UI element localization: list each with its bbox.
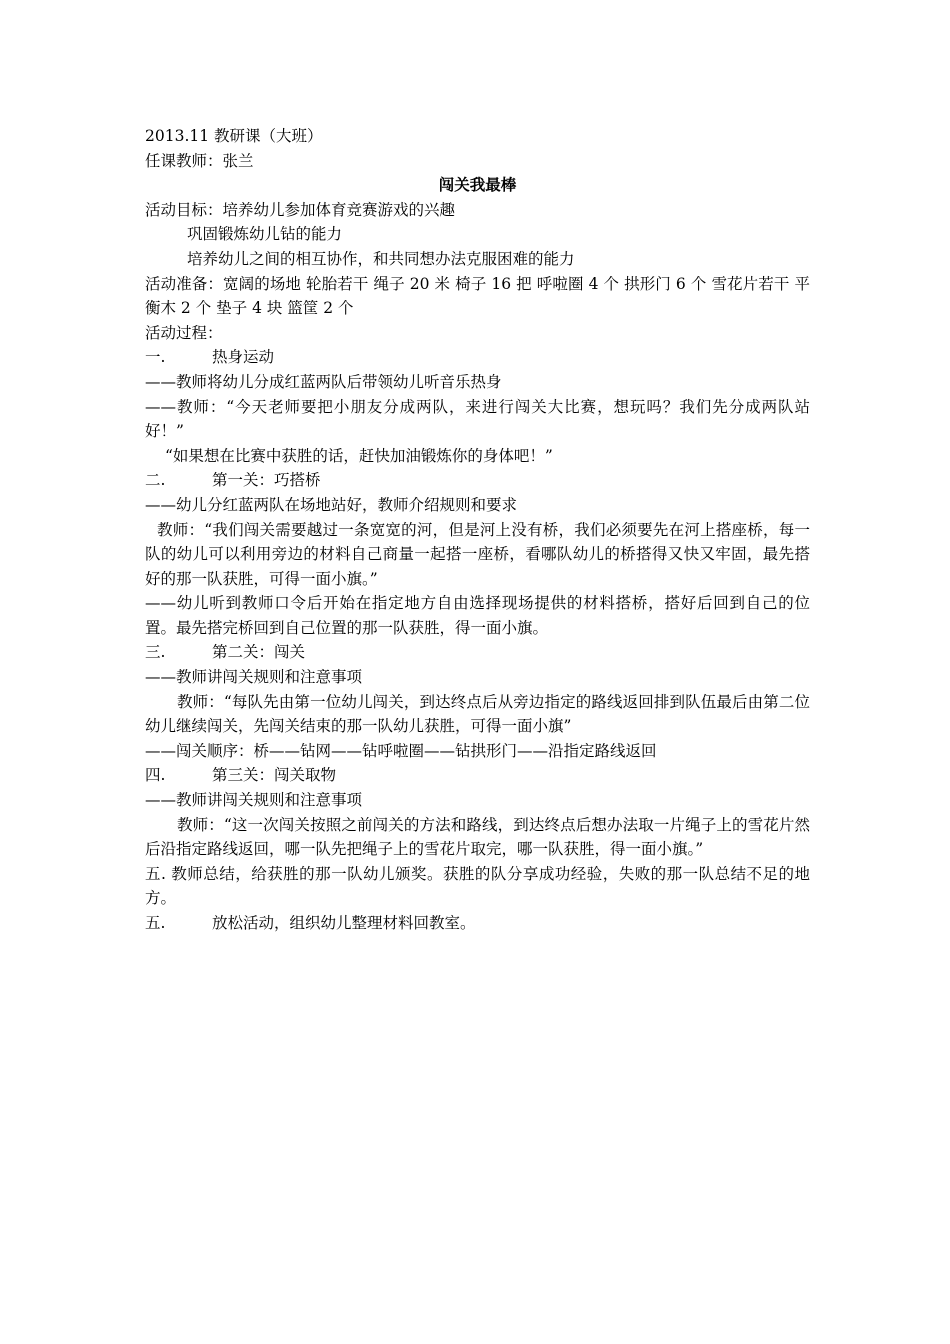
section-4-paragraph-1: ——教师讲闯关规则和注意事项 [145,791,363,810]
section-3-paragraph-1: ——教师讲闯关规则和注意事项 [145,668,363,687]
section-3-paragraph-2: 教师：“每队先由第一位幼儿闯关，到达终点后从旁边指定的路线返回排到队伍最后由第二位幼儿继续闯关，先闯关结束的那一队幼儿获胜，可得一面小旗” [145,692,810,736]
section-4-number: 四. [145,766,166,785]
section-4-paragraph-2: 教师：“这一次闯关按照之前闯关的方法和路线，到达终点后想办法取一片绳子上的雪花片然后沿指定路线返回，哪一队先把绳子上的雪花片取完，哪一队获胜，得一面小旗。” [145,815,810,859]
goal-line-1: 活动目标：培养幼儿参加体育竞赛游戏的兴趣 [145,200,456,219]
section-2-paragraph-3: ——幼儿听到教师口令后开始在指定地方自由选择现场提供的材料搭桥，搭好后回到自己的位置。最先搭完桥回到自己位置的那一队获胜，得一面小旗。 [145,594,810,637]
section-6-heading [145,911,810,936]
section-1-paragraph-1: ——教师将幼儿分成红蓝两队后带领幼儿听音乐热身 [145,372,502,391]
process-label: 活动过程： [145,323,223,342]
section-2-title: 第一关：巧搭桥 [212,471,321,490]
section-4-title: 第三关：闯关取物 [212,766,337,785]
section-1-paragraph-3: “如果想在比赛中获胜的话，赶快加油锻炼你的身体吧！” [165,446,553,465]
date-line: 2013.11 教研课（大班） [145,127,323,145]
document-body [145,124,810,936]
teacher-line: 任课教师：张兰 [145,151,254,170]
section-4-heading [145,763,810,788]
section-3-paragraph-3: ——闯关顺序：桥——钻网——钻呼啦圈——钻拱形门——沿指定路线返回 [145,741,657,760]
section-1-heading [145,345,810,370]
section-6-number: 五. [145,914,166,932]
section-1-number: 一. [145,348,166,367]
goal-line-3: 培养幼儿之间的相互协作，和共同想办法克服困难的能力 [187,249,575,268]
goal-line-2: 巩固锻炼幼儿钻的能力 [187,225,343,244]
section-1-title: 热身运动 [212,348,275,367]
section-2-paragraph-1: ——幼儿分红蓝两队在场地站好，教师介绍规则和要求 [145,495,518,514]
section-2-heading [145,468,810,493]
section-1-paragraph-2: ——教师：“今天老师要把小朋友分成两队，来进行闯关大比赛，想玩吗？我们先分成两队站好！” [145,397,810,441]
section-6-title: 放松活动，组织幼儿整理材料回教室。 [212,914,476,932]
section-3-title: 第二关：闯关 [212,643,306,662]
preparation-paragraph: 活动准备：宽阔的场地 轮胎若干 绳子 20 米 椅子 16 把 呼啦圈 4 个 拱形门 6 个 雪花片若干 平衡木 2 个 垫子 4 块 篮筐 2 个 [145,274,810,318]
section-3-number: 三. [145,643,166,662]
section-2-number: 二. [145,471,166,490]
section-2-paragraph-2: 教师：“我们闯关需要越过一条宽宽的河，但是河上没有桥，我们必须要先在河上搭座桥，每一队的幼儿可以利用旁边的材料自己商量一起搭一座桥，看哪队幼儿的桥搭得又快又牢固，最先搭好的那一队获胜，可得一面小旗。” [145,520,810,588]
document-title: 闯关我最棒 [438,175,517,195]
section-3-heading [145,640,810,665]
summary-paragraph: 五. 教师总结，给获胜的那一队幼儿颁奖。获胜的队分享成功经验，失败的那一队总结不足的地方。 [145,864,810,908]
